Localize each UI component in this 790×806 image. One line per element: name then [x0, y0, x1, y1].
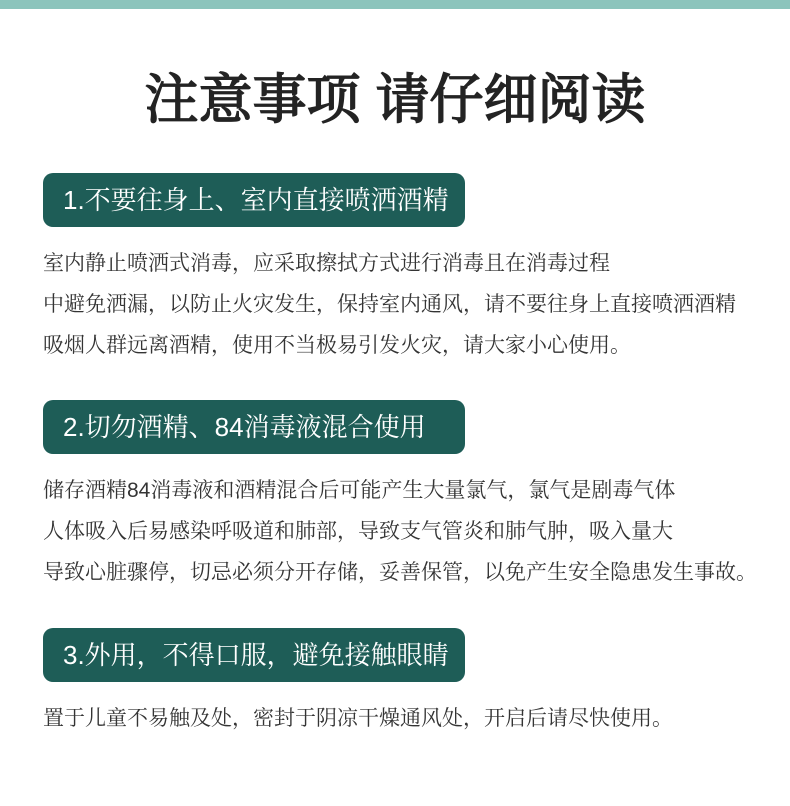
page-title: 注意事项 请仔细阅读	[144, 70, 646, 130]
section-body	[43, 470, 763, 593]
section-body	[43, 243, 763, 366]
section-heading: 3.外用，不得口服，避免接触眼睛	[43, 628, 465, 682]
body-line: 室内静止喷洒式消毒，应采取擦拭方式进行消毒且在消毒过程	[43, 252, 610, 275]
section-1	[43, 173, 763, 366]
body-line: 置于儿童不易触及处，密封于阴凉干燥通风处，开启后请尽快使用。	[43, 707, 673, 730]
section-body	[43, 698, 763, 739]
section-heading: 1.不要往身上、室内直接喷洒酒精	[43, 173, 465, 227]
body-line: 导致心脏骤停，切忌必须分开存储，妥善保管，以免产生安全隐患发生事故。	[43, 561, 757, 584]
body-line: 储存酒精84消毒液和酒精混合后可能产生大量氯气，氯气是剧毒气体	[43, 479, 676, 502]
section-3	[43, 628, 763, 739]
top-accent-bar	[0, 0, 790, 9]
body-line: 吸烟人群远离酒精，使用不当极易引发火灾，请大家小心使用。	[43, 334, 631, 357]
section-heading: 2.切勿酒精、84消毒液混合使用	[43, 400, 465, 454]
body-line: 中避免洒漏，以防止火灾发生，保持室内通风，请不要往身上直接喷洒酒精	[43, 293, 736, 316]
section-2	[43, 400, 763, 593]
body-line: 人体吸入后易感染呼吸道和肺部，导致支气管炎和肺气肿，吸入量大	[43, 520, 673, 543]
